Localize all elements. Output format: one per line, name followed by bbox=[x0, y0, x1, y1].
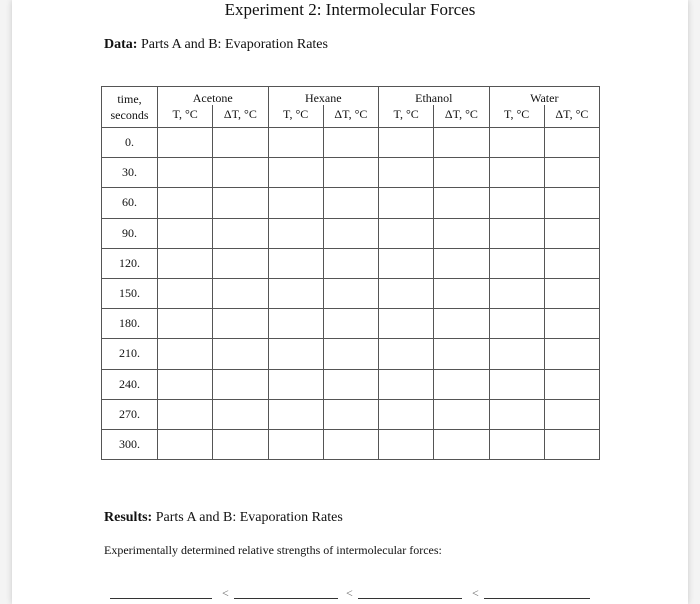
entry-cell[interactable] bbox=[544, 158, 599, 188]
entry-cell[interactable] bbox=[489, 309, 544, 339]
time-cell: 30. bbox=[102, 158, 158, 188]
entry-cell[interactable] bbox=[489, 369, 544, 399]
table-row bbox=[102, 309, 600, 339]
sub-header-ethanol-t: T, °C bbox=[379, 105, 434, 128]
entry-cell[interactable] bbox=[213, 128, 268, 158]
entry-cell[interactable] bbox=[323, 309, 378, 339]
entry-cell[interactable] bbox=[379, 278, 434, 308]
sub-header-ethanol-dt: ΔT, °C bbox=[434, 105, 489, 128]
entry-cell[interactable] bbox=[213, 339, 268, 369]
sub-header-hexane-dt: ΔT, °C bbox=[323, 105, 378, 128]
page-title: Experiment 2: Intermolecular Forces bbox=[224, 0, 476, 19]
group-header-water: Water bbox=[489, 87, 600, 106]
entry-cell[interactable] bbox=[434, 188, 489, 218]
entry-cell[interactable] bbox=[379, 188, 434, 218]
entry-cell[interactable] bbox=[489, 339, 544, 369]
entry-cell[interactable] bbox=[434, 128, 489, 158]
less-than-symbol-2: < bbox=[346, 586, 353, 600]
entry-cell[interactable] bbox=[434, 339, 489, 369]
time-header-line1: time, bbox=[117, 92, 142, 106]
entry-cell[interactable] bbox=[434, 248, 489, 278]
time-cell: 90. bbox=[102, 218, 158, 248]
entry-cell[interactable] bbox=[268, 429, 323, 459]
entry-cell[interactable] bbox=[268, 369, 323, 399]
ranking-blanks bbox=[110, 586, 590, 600]
entry-cell[interactable] bbox=[213, 429, 268, 459]
entry-cell[interactable] bbox=[434, 309, 489, 339]
results-heading-label: Results: bbox=[104, 510, 153, 525]
entry-cell[interactable] bbox=[323, 339, 378, 369]
entry-cell[interactable] bbox=[544, 278, 599, 308]
time-cell: 270. bbox=[102, 399, 158, 429]
entry-cell[interactable] bbox=[268, 158, 323, 188]
entry-cell[interactable] bbox=[544, 399, 599, 429]
entry-cell[interactable] bbox=[158, 429, 213, 459]
less-than-symbol-1: < bbox=[222, 586, 229, 600]
time-column-header bbox=[102, 87, 158, 128]
entry-cell[interactable] bbox=[544, 218, 599, 248]
entry-cell[interactable] bbox=[268, 128, 323, 158]
entry-cell[interactable] bbox=[213, 369, 268, 399]
table-row bbox=[102, 128, 600, 158]
entry-cell[interactable] bbox=[158, 399, 213, 429]
entry-cell[interactable] bbox=[489, 278, 544, 308]
entry-cell[interactable] bbox=[434, 278, 489, 308]
time-cell: 150. bbox=[102, 278, 158, 308]
entry-cell[interactable] bbox=[434, 158, 489, 188]
entry-cell[interactable] bbox=[489, 188, 544, 218]
data-heading-label: Data: bbox=[104, 37, 138, 52]
table-row bbox=[102, 369, 600, 399]
entry-cell[interactable] bbox=[544, 309, 599, 339]
entry-cell[interactable] bbox=[434, 429, 489, 459]
entry-cell[interactable] bbox=[158, 158, 213, 188]
sub-header-water-dt: ΔT, °C bbox=[544, 105, 599, 128]
group-header-hexane: Hexane bbox=[268, 87, 379, 106]
entry-cell[interactable] bbox=[213, 218, 268, 248]
time-cell: 300. bbox=[102, 429, 158, 459]
entry-cell[interactable] bbox=[379, 399, 434, 429]
table-row bbox=[102, 158, 600, 188]
evaporation-data-table bbox=[101, 86, 600, 460]
entry-cell[interactable] bbox=[158, 278, 213, 308]
table-row bbox=[102, 429, 600, 459]
entry-cell[interactable] bbox=[323, 369, 378, 399]
table-row bbox=[102, 188, 600, 218]
time-cell: 0. bbox=[102, 128, 158, 158]
entry-cell[interactable] bbox=[379, 128, 434, 158]
entry-cell[interactable] bbox=[268, 309, 323, 339]
entry-cell[interactable] bbox=[544, 339, 599, 369]
ranking-blank-2[interactable] bbox=[234, 598, 338, 599]
entry-cell[interactable] bbox=[268, 218, 323, 248]
entry-cell[interactable] bbox=[489, 128, 544, 158]
entry-cell[interactable] bbox=[323, 188, 378, 218]
results-note: Experimentally determined relative strengths of intermolecular forces: bbox=[104, 543, 442, 557]
ranking-blank-4[interactable] bbox=[484, 598, 590, 599]
entry-cell[interactable] bbox=[213, 278, 268, 308]
entry-cell[interactable] bbox=[323, 128, 378, 158]
sub-header-acetone-t: T, °C bbox=[158, 105, 213, 128]
entry-cell[interactable] bbox=[489, 158, 544, 188]
entry-cell[interactable] bbox=[434, 399, 489, 429]
table-row bbox=[102, 339, 600, 369]
sub-header-water-t: T, °C bbox=[489, 105, 544, 128]
entry-cell[interactable] bbox=[489, 399, 544, 429]
entry-cell[interactable] bbox=[158, 369, 213, 399]
entry-cell[interactable] bbox=[268, 339, 323, 369]
time-header-line2: seconds bbox=[110, 108, 149, 122]
time-cell: 240. bbox=[102, 369, 158, 399]
time-cell: 60. bbox=[102, 188, 158, 218]
sub-header-acetone-dt: ΔT, °C bbox=[213, 105, 268, 128]
entry-cell[interactable] bbox=[158, 339, 213, 369]
less-than-symbol-3: < bbox=[472, 586, 479, 600]
time-cell: 210. bbox=[102, 339, 158, 369]
entry-cell[interactable] bbox=[268, 399, 323, 429]
entry-cell[interactable] bbox=[489, 218, 544, 248]
entry-cell[interactable] bbox=[158, 309, 213, 339]
data-heading-text: Parts A and B: Evaporation Rates bbox=[137, 37, 328, 52]
entry-cell[interactable] bbox=[379, 369, 434, 399]
entry-cell[interactable] bbox=[213, 158, 268, 188]
entry-cell[interactable] bbox=[158, 248, 213, 278]
time-cell: 120. bbox=[102, 248, 158, 278]
entry-cell[interactable] bbox=[268, 248, 323, 278]
ranking-blank-1[interactable] bbox=[110, 598, 212, 599]
entry-cell[interactable] bbox=[323, 158, 378, 188]
group-header-acetone: Acetone bbox=[158, 87, 269, 106]
entry-cell[interactable] bbox=[213, 399, 268, 429]
table-row bbox=[102, 278, 600, 308]
entry-cell[interactable] bbox=[213, 309, 268, 339]
entry-cell[interactable] bbox=[323, 218, 378, 248]
entry-cell[interactable] bbox=[544, 429, 599, 459]
table-row bbox=[102, 218, 600, 248]
results-heading-text: Parts A and B: Evaporation Rates bbox=[152, 510, 343, 525]
entry-cell[interactable] bbox=[544, 188, 599, 218]
entry-cell[interactable] bbox=[379, 339, 434, 369]
table-row bbox=[102, 399, 600, 429]
results-heading bbox=[104, 510, 343, 526]
entry-cell[interactable] bbox=[158, 188, 213, 218]
entry-cell[interactable] bbox=[379, 309, 434, 339]
data-table-body bbox=[102, 128, 600, 460]
data-heading bbox=[104, 37, 328, 53]
entry-cell[interactable] bbox=[323, 399, 378, 429]
entry-cell[interactable] bbox=[489, 429, 544, 459]
ranking-blank-3[interactable] bbox=[358, 598, 462, 599]
table-row bbox=[102, 248, 600, 278]
time-cell: 180. bbox=[102, 309, 158, 339]
entry-cell[interactable] bbox=[213, 248, 268, 278]
entry-cell[interactable] bbox=[323, 429, 378, 459]
entry-cell[interactable] bbox=[434, 218, 489, 248]
sub-header-hexane-t: T, °C bbox=[268, 105, 323, 128]
entry-cell[interactable] bbox=[323, 248, 378, 278]
entry-cell[interactable] bbox=[544, 128, 599, 158]
entry-cell[interactable] bbox=[158, 128, 213, 158]
entry-cell[interactable] bbox=[379, 248, 434, 278]
entry-cell[interactable] bbox=[544, 369, 599, 399]
entry-cell[interactable] bbox=[323, 278, 378, 308]
entry-cell[interactable] bbox=[379, 218, 434, 248]
entry-cell[interactable] bbox=[379, 429, 434, 459]
entry-cell[interactable] bbox=[268, 188, 323, 218]
entry-cell[interactable] bbox=[489, 248, 544, 278]
entry-cell[interactable] bbox=[268, 278, 323, 308]
entry-cell[interactable] bbox=[213, 188, 268, 218]
group-header-ethanol: Ethanol bbox=[379, 87, 490, 106]
entry-cell[interactable] bbox=[434, 369, 489, 399]
entry-cell[interactable] bbox=[379, 158, 434, 188]
entry-cell[interactable] bbox=[158, 218, 213, 248]
entry-cell[interactable] bbox=[544, 248, 599, 278]
